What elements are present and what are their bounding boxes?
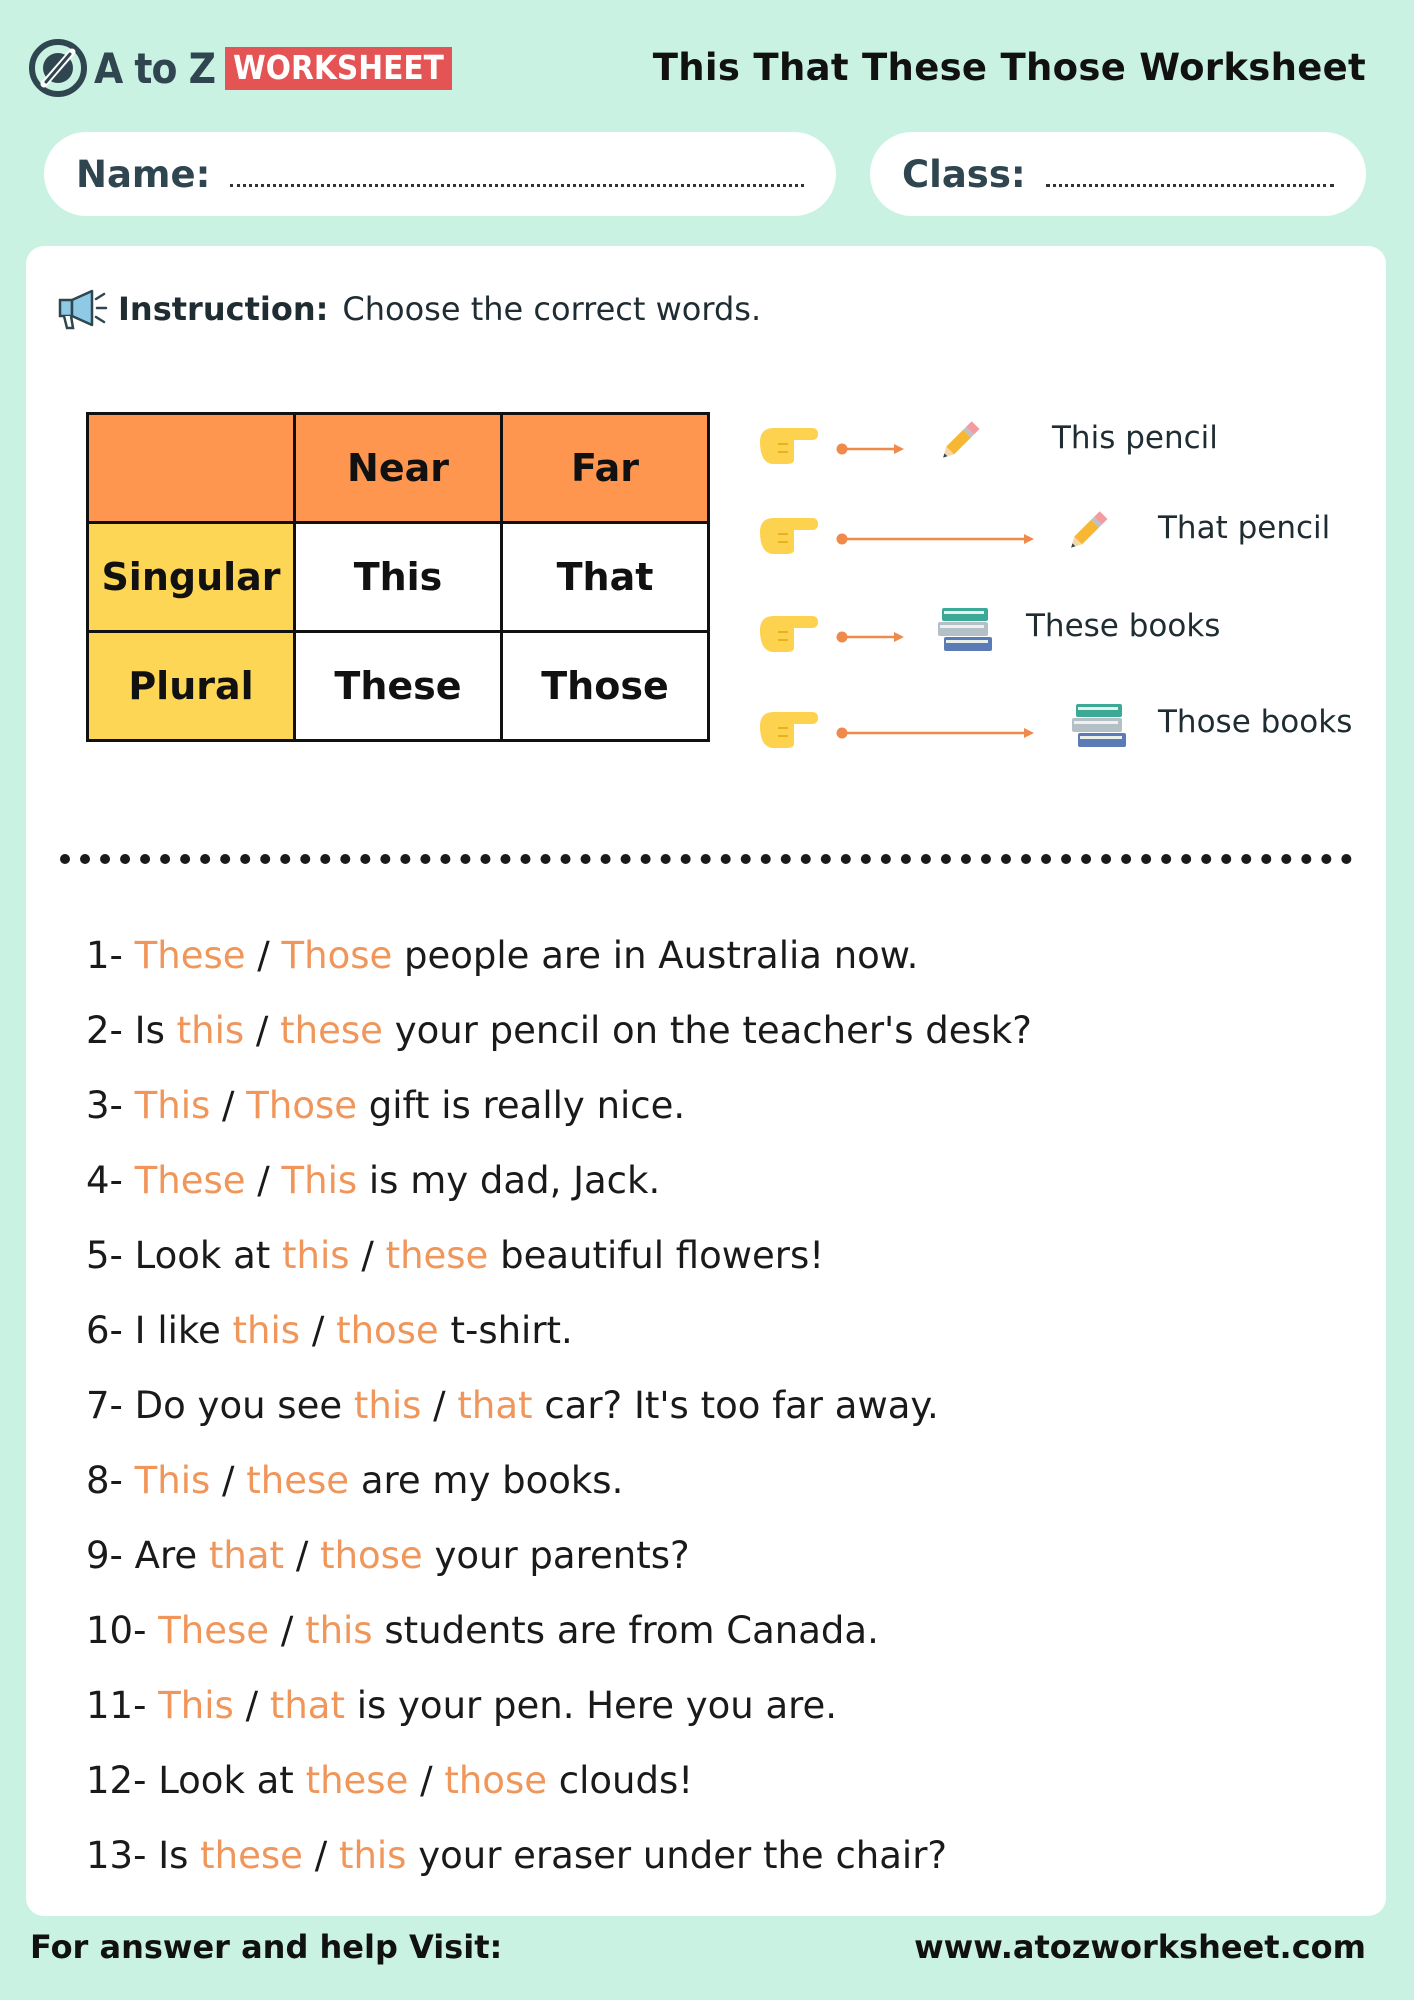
pointing-hand-icon xyxy=(756,608,820,654)
option-choice-1[interactable]: this xyxy=(282,1234,350,1277)
exercise-post-text: clouds! xyxy=(558,1759,694,1802)
option-choice-1[interactable]: these xyxy=(200,1834,303,1877)
option-choice-2[interactable]: these xyxy=(280,1009,383,1052)
table-col-header: Near xyxy=(295,414,502,523)
exercise-item xyxy=(86,1368,1032,1443)
example-label: Those books xyxy=(1158,704,1353,740)
dotted-divider xyxy=(60,854,1352,864)
exercise-item xyxy=(86,1143,1032,1218)
logo-icon xyxy=(28,38,88,98)
exercise-item xyxy=(86,1068,1032,1143)
exercise-pre-text: Is xyxy=(134,1009,165,1052)
pencil-icon xyxy=(1062,506,1112,556)
table-corner-cell xyxy=(88,414,295,523)
exercise-number: 10- xyxy=(86,1609,147,1652)
option-choice-1[interactable]: This xyxy=(134,1459,211,1502)
exercise-number: 9- xyxy=(86,1534,123,1577)
exercise-pre-text: I like xyxy=(134,1309,221,1352)
exercise-post-text: students are from Canada. xyxy=(384,1609,879,1652)
table-row-header: Singular xyxy=(88,523,295,632)
option-separator: / xyxy=(280,1609,294,1652)
option-choice-2[interactable]: that xyxy=(457,1384,533,1427)
exercise-list xyxy=(86,918,1032,1893)
exercise-item xyxy=(86,1518,1032,1593)
option-choice-1[interactable]: This xyxy=(134,1084,211,1127)
exercise-post-text: beautiful flowers! xyxy=(500,1234,825,1277)
exercise-post-text: t-shirt. xyxy=(450,1309,573,1352)
exercise-pre-text: Are xyxy=(134,1534,198,1577)
example-label: That pencil xyxy=(1158,510,1331,546)
exercise-number: 12- xyxy=(86,1759,147,1802)
option-choice-2[interactable]: that xyxy=(269,1684,345,1727)
class-input-line[interactable] xyxy=(1046,184,1334,187)
option-choice-1[interactable]: This xyxy=(158,1684,234,1727)
option-choice-1[interactable]: that xyxy=(208,1534,285,1577)
exercise-number: 5- xyxy=(86,1234,123,1277)
instruction-text: Choose the correct words. xyxy=(342,290,762,328)
option-choice-2[interactable]: this xyxy=(338,1834,407,1877)
pointing-hand-icon xyxy=(756,510,820,556)
exercise-item xyxy=(86,1818,1032,1893)
table-row xyxy=(88,632,709,741)
exercise-post-text: your eraser under the chair? xyxy=(418,1834,948,1877)
table-header-row xyxy=(88,414,709,523)
instruction-label: Instruction: xyxy=(118,290,329,328)
arrow-icon xyxy=(836,630,906,644)
exercise-number: 13- xyxy=(86,1834,147,1877)
option-choice-2[interactable]: those xyxy=(444,1759,547,1802)
books-icon xyxy=(1070,702,1130,750)
exercise-post-text: your pencil on the teacher's desk? xyxy=(394,1009,1032,1052)
exercise-number: 2- xyxy=(86,1009,123,1052)
option-separator: / xyxy=(420,1759,433,1802)
class-label: Class: xyxy=(902,152,1026,196)
option-separator: / xyxy=(311,1309,325,1352)
pencil-icon xyxy=(934,416,984,466)
option-choice-1[interactable]: these xyxy=(305,1759,409,1802)
option-separator: / xyxy=(361,1234,374,1277)
exercise-pre-text: Do you see xyxy=(134,1384,343,1427)
option-choice-2[interactable]: this xyxy=(305,1609,373,1652)
logo-badge: WORKSHEET xyxy=(225,47,452,90)
exercise-pre-text: Is xyxy=(158,1834,189,1877)
example-row xyxy=(756,496,1336,566)
exercise-item xyxy=(86,918,1032,993)
option-separator: / xyxy=(257,934,270,977)
option-choice-2[interactable]: those xyxy=(320,1534,423,1577)
option-choice-1[interactable]: this xyxy=(232,1309,301,1352)
exercise-item xyxy=(86,1668,1032,1743)
name-label: Name: xyxy=(76,152,211,196)
header xyxy=(0,0,1414,130)
exercise-post-text: are my books. xyxy=(360,1459,624,1502)
table-row xyxy=(88,523,709,632)
example-row xyxy=(756,406,1336,476)
option-separator: / xyxy=(295,1534,309,1577)
option-choice-1[interactable]: this xyxy=(353,1384,422,1427)
exercise-pre-text: Look at xyxy=(134,1234,271,1277)
exercise-item xyxy=(86,1218,1032,1293)
exercise-post-text: gift is really nice. xyxy=(368,1084,686,1127)
example-row xyxy=(756,690,1353,760)
exercise-number: 3- xyxy=(86,1084,123,1127)
logo[interactable] xyxy=(28,38,452,98)
table-row-header: Plural xyxy=(88,632,295,741)
instruction xyxy=(54,286,761,332)
exercise-number: 11- xyxy=(86,1684,147,1727)
option-choice-2[interactable]: Those xyxy=(281,934,393,977)
option-choice-2[interactable]: these xyxy=(246,1459,350,1502)
exercise-number: 8- xyxy=(86,1459,123,1502)
option-separator: / xyxy=(222,1084,235,1127)
example-label: This pencil xyxy=(1052,420,1218,456)
demonstratives-table xyxy=(86,412,710,742)
arrow-icon xyxy=(836,532,1036,546)
option-choice-2[interactable]: This xyxy=(281,1159,358,1202)
option-choice-1[interactable]: this xyxy=(176,1009,245,1052)
exercise-number: 4- xyxy=(86,1159,123,1202)
footer-website-link[interactable]: www.atozworksheet.com xyxy=(914,1928,1366,1966)
arrow-icon xyxy=(836,726,1036,740)
option-choice-2[interactable]: Those xyxy=(246,1084,358,1127)
exercise-post-text: is your pen. Here you are. xyxy=(356,1684,838,1727)
table-cell: Those xyxy=(502,632,709,741)
exercise-post-text: is my dad, Jack. xyxy=(368,1159,661,1202)
name-input-line[interactable] xyxy=(230,184,804,187)
pointing-hand-icon xyxy=(756,704,820,750)
table-col-header: Far xyxy=(502,414,709,523)
pointing-hand-icon xyxy=(756,420,820,466)
exercise-item xyxy=(86,1593,1032,1668)
books-icon xyxy=(936,606,996,654)
option-separator: / xyxy=(245,1684,259,1727)
exercise-item xyxy=(86,1443,1032,1518)
exercise-pre-text: Look at xyxy=(158,1759,294,1802)
exercise-item xyxy=(86,1743,1032,1818)
option-choice-1[interactable]: These xyxy=(158,1609,270,1652)
option-separator: / xyxy=(255,1009,269,1052)
table-cell: This xyxy=(295,523,502,632)
option-choice-1[interactable]: These xyxy=(134,1159,246,1202)
option-separator: / xyxy=(314,1834,328,1877)
exercise-number: 6- xyxy=(86,1309,123,1352)
table-cell: That xyxy=(502,523,709,632)
exercise-post-text: your parents? xyxy=(434,1534,690,1577)
page-title: This That These Those Worksheet xyxy=(652,46,1366,89)
megaphone-icon xyxy=(54,286,108,332)
example-row xyxy=(756,594,1336,664)
option-separator: / xyxy=(222,1459,235,1502)
name-field[interactable] xyxy=(44,132,836,216)
table-cell: These xyxy=(295,632,502,741)
example-label: These books xyxy=(1026,608,1221,644)
option-choice-2[interactable]: those xyxy=(336,1309,439,1352)
exercise-item xyxy=(86,993,1032,1068)
class-field[interactable] xyxy=(870,132,1366,216)
option-choice-2[interactable]: these xyxy=(385,1234,489,1277)
footer-help-text: For answer and help Visit: xyxy=(30,1928,503,1966)
option-separator: / xyxy=(257,1159,270,1202)
exercise-item xyxy=(86,1293,1032,1368)
exercise-number: 7- xyxy=(86,1384,123,1427)
worksheet-panel xyxy=(26,246,1386,1916)
arrow-icon xyxy=(836,442,906,456)
option-choice-1[interactable]: These xyxy=(134,934,246,977)
exercise-number: 1- xyxy=(86,934,123,977)
exercise-post-text: people are in Australia now. xyxy=(404,934,919,977)
logo-text: A to Z xyxy=(94,43,215,93)
exercise-post-text: car? It's too far away. xyxy=(544,1384,939,1427)
option-separator: / xyxy=(433,1384,446,1427)
